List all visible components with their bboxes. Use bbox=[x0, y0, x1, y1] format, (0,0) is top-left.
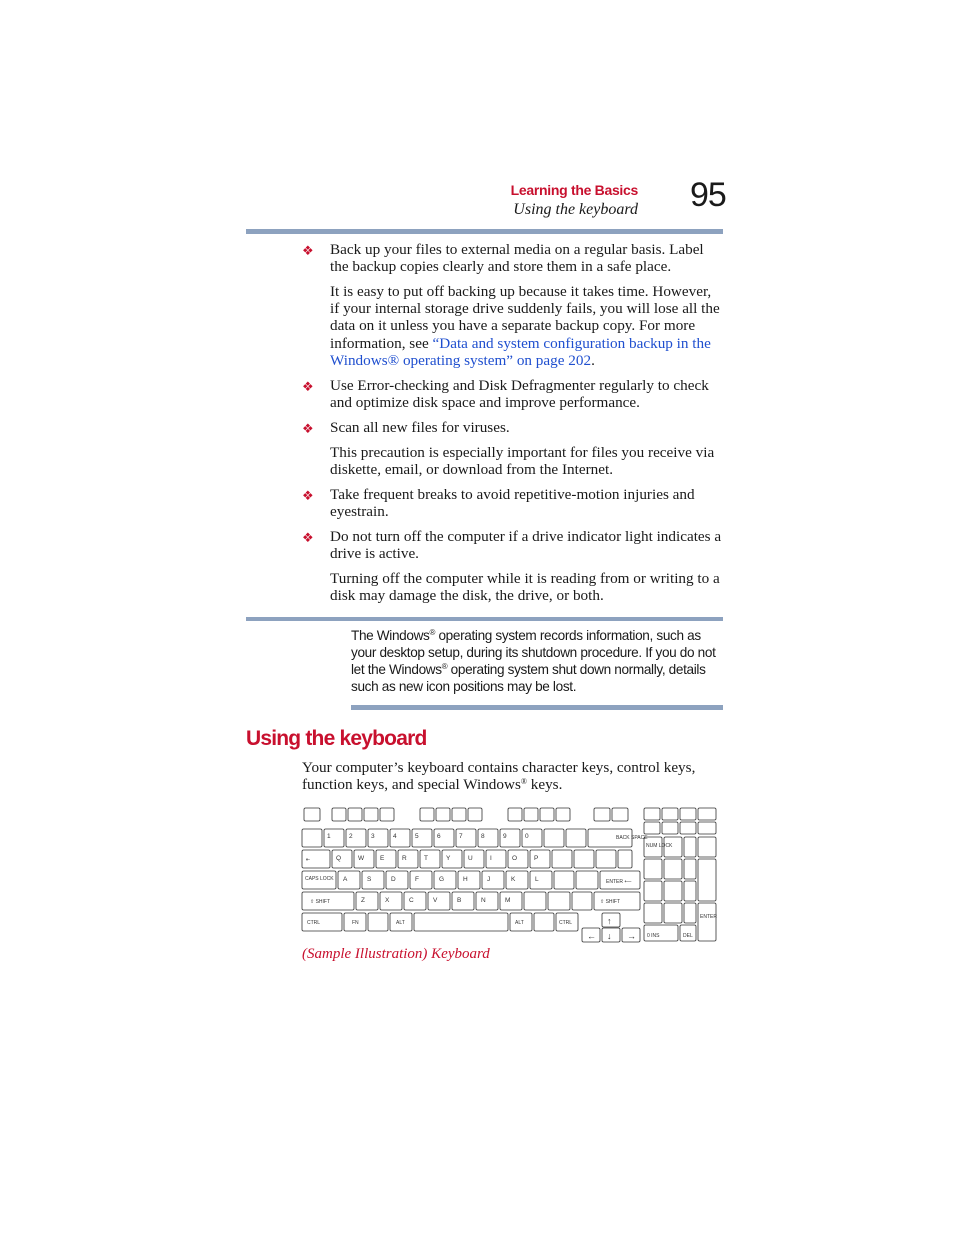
bullet-icon: ❖ bbox=[302, 243, 314, 258]
key-j: J bbox=[487, 876, 491, 883]
arrow-down-icon: ↓ bbox=[607, 931, 612, 941]
key-n: N bbox=[481, 897, 486, 904]
key-r: R bbox=[402, 855, 407, 862]
key-x: X bbox=[385, 897, 390, 904]
left-shift-label: ⇧ SHIFT bbox=[310, 899, 331, 905]
bullet-icon: ❖ bbox=[302, 379, 314, 394]
note-text-part: operating system records information, such as your desktop setup, during its shutdown procedure. If you do not let the Windows bbox=[351, 628, 716, 677]
key-p: P bbox=[534, 855, 539, 862]
key-m: M bbox=[505, 897, 511, 904]
paragraph: Scan all new files for viruses. bbox=[330, 419, 510, 436]
paragraph: Back up your files to external media on a regular basis. Label the backup copies clearly and store them in a safe place. bbox=[330, 241, 704, 276]
key-u: U bbox=[468, 855, 473, 862]
key-7: 7 bbox=[459, 833, 463, 840]
registered-mark: ® bbox=[441, 662, 448, 671]
key-e: E bbox=[380, 855, 385, 862]
key-o: O bbox=[512, 855, 518, 862]
arrow-up-icon: ↑ bbox=[607, 916, 612, 926]
key-h: H bbox=[463, 876, 468, 883]
bullet-icon: ❖ bbox=[302, 488, 314, 503]
enter-label: ENTER ⟵ bbox=[606, 879, 632, 885]
left-ctrl-label: CTRL bbox=[307, 920, 321, 926]
key-2: 2 bbox=[349, 833, 353, 840]
intro-text: Your computer’s keyboard contains character keys, control keys, function keys, and special Windows bbox=[302, 759, 696, 794]
key-0: 0 bbox=[525, 833, 529, 840]
paragraph-text: It is easy to put off backing up because it takes time. However, if your internal storage drive suddenly fails, you will lose all the data on it unless you have a separate backup copy. For more information, see bbox=[330, 283, 720, 352]
figure-caption: (Sample Illustration) Keyboard bbox=[302, 946, 490, 962]
paragraph: Take frequent breaks to avoid repetitive-motion injuries and eyestrain. bbox=[330, 486, 695, 521]
key-z: Z bbox=[361, 897, 365, 904]
paragraph-text: . bbox=[591, 351, 595, 369]
key-q: Q bbox=[336, 855, 342, 862]
right-ctrl-label: CTRL bbox=[559, 920, 573, 926]
key-1: 1 bbox=[327, 833, 331, 840]
paragraph bbox=[330, 283, 722, 369]
key-a: A bbox=[343, 876, 348, 883]
intro-paragraph bbox=[302, 759, 722, 793]
chapter-title: Learning the Basics bbox=[510, 182, 638, 198]
key-d: D bbox=[391, 876, 396, 883]
arrow-right-icon: → bbox=[627, 931, 636, 941]
section-heading: Using the keyboard bbox=[246, 727, 427, 750]
backspace-label: BACK SPACE bbox=[616, 835, 648, 841]
numpad-zero-label: 0 INS bbox=[647, 933, 660, 939]
backup-link[interactable]: “Data and system configuration backup in the Windows® operating system” on page 202 bbox=[330, 334, 711, 369]
left-alt-label: ALT bbox=[396, 920, 405, 926]
key-8: 8 bbox=[481, 833, 485, 840]
key-3: 3 bbox=[371, 833, 375, 840]
right-shift-label: ⇧ SHIFT bbox=[600, 899, 621, 905]
key-b: B bbox=[457, 897, 462, 904]
arrow-left-icon: ← bbox=[587, 931, 596, 941]
key-f: F bbox=[415, 876, 419, 883]
key-l: L bbox=[535, 876, 539, 883]
tab-label: ⇤ bbox=[306, 857, 311, 863]
key-s: S bbox=[367, 876, 372, 883]
key-i: I bbox=[490, 855, 492, 862]
intro-text: keys. bbox=[526, 776, 563, 794]
numlock-label: NUM LOCK bbox=[646, 843, 673, 849]
bullet-icon: ❖ bbox=[302, 530, 314, 545]
key-g: G bbox=[439, 876, 445, 883]
key-w: W bbox=[358, 855, 365, 862]
paragraph: Do not turn off the computer if a drive indicator light indicates a drive is active. bbox=[330, 528, 722, 563]
paragraph: Turning off the computer while it is reading from or writing to a disk may damage the disk, the drive, or both. bbox=[330, 570, 720, 605]
numpad-del-label: DEL bbox=[683, 933, 693, 939]
key-k: K bbox=[511, 876, 516, 883]
key-v: V bbox=[433, 897, 438, 904]
key-6: 6 bbox=[437, 833, 441, 840]
keyboard-image bbox=[300, 805, 720, 945]
registered-mark: ® bbox=[429, 628, 436, 637]
key-y: Y bbox=[446, 855, 451, 862]
fn-label: FN bbox=[352, 920, 359, 926]
note-bottom-rule bbox=[351, 705, 723, 710]
key-5: 5 bbox=[415, 833, 419, 840]
note-text bbox=[351, 627, 723, 695]
note-text-part: operating system shut down normally, details such as new icon positions may be lost. bbox=[351, 662, 706, 694]
key-4: 4 bbox=[393, 833, 397, 840]
note-top-rule bbox=[246, 617, 723, 621]
keyboard-illustration bbox=[300, 805, 720, 945]
paragraph: Use Error-checking and Disk Defragmenter regularly to check and optimize disk space and improve performance. bbox=[330, 377, 709, 412]
key-t: T bbox=[424, 855, 428, 862]
numpad-enter-label: ENTER bbox=[700, 914, 717, 920]
paragraph: This precaution is especially important for files you receive via diskette, email, or download from the Internet. bbox=[330, 444, 715, 479]
note-text-part: The Windows bbox=[351, 628, 430, 643]
key-c: C bbox=[409, 897, 414, 904]
header-rule bbox=[246, 229, 723, 234]
caps-label: CAPS LOCK bbox=[305, 876, 334, 882]
bullet-icon: ❖ bbox=[302, 421, 314, 436]
registered-mark: ® bbox=[520, 777, 527, 787]
page-number: 95 bbox=[690, 176, 726, 214]
right-alt-label: ALT bbox=[515, 920, 524, 926]
section-title: Using the keyboard bbox=[513, 201, 638, 218]
key-9: 9 bbox=[503, 833, 507, 840]
